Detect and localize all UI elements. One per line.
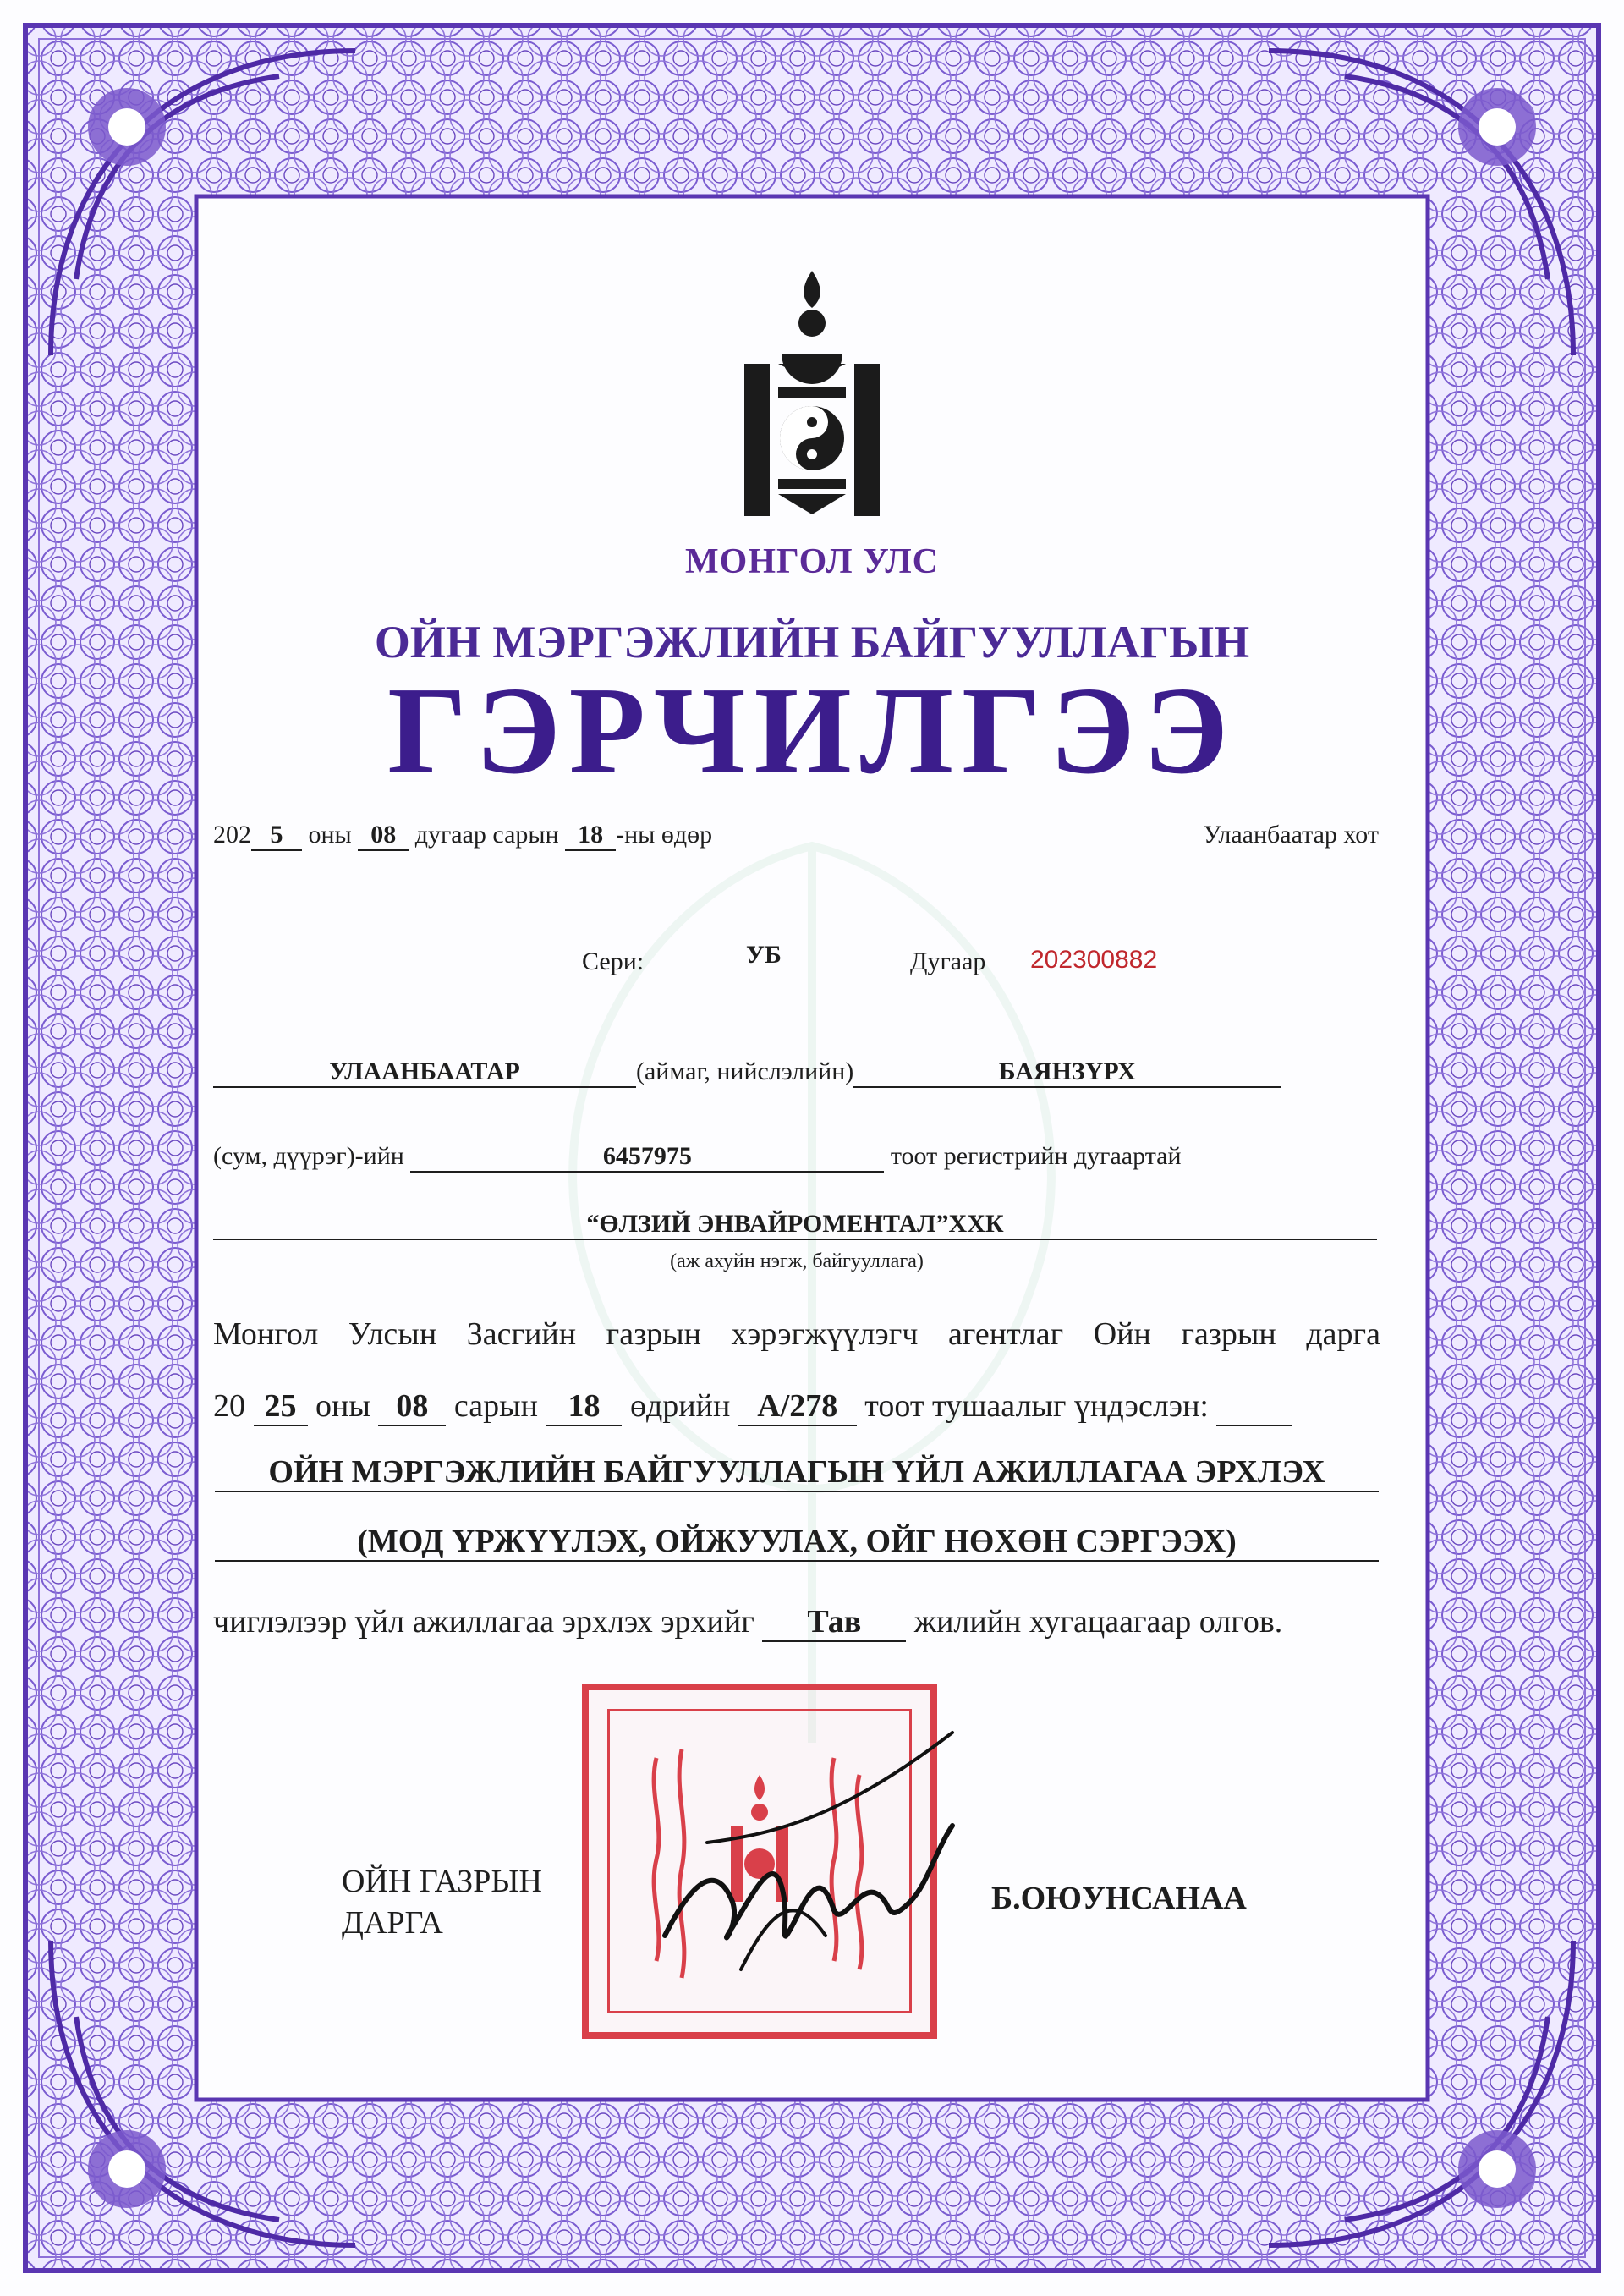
order-day-suffix: өдрийн	[629, 1388, 731, 1424]
order-year-prefix: 20	[213, 1388, 245, 1424]
grant-suffix: жилийн хугацаагаар олгов.	[914, 1604, 1283, 1640]
order-day: 18	[546, 1387, 622, 1426]
order-line	[213, 1387, 1292, 1426]
signer-name: Б.ОЮУНСАНАА	[991, 1881, 1247, 1916]
series-value: УБ	[746, 941, 782, 969]
register-line	[213, 1142, 1380, 1173]
grant-term: Тав	[762, 1603, 906, 1642]
serial-number: 202300882	[1030, 946, 1158, 974]
order-year: 25	[254, 1387, 308, 1426]
signer-position-line-2: ДАРГА	[342, 1905, 443, 1942]
district-value: БАЯНЗҮРХ	[853, 1057, 1281, 1088]
number-label: Дугаар	[910, 948, 986, 975]
organization-caption: (аж ахуйн нэгж, байгууллага)	[670, 1250, 924, 1272]
order-trailing-blank	[1216, 1387, 1292, 1426]
issue-month: 08	[358, 821, 409, 851]
month-suffix: дугаар сарын	[414, 821, 559, 849]
signer-position-line-1: ОЙН ГАЗРЫН	[342, 1864, 542, 1899]
register-suffix: тоот регистрийн дугаартай	[890, 1142, 1182, 1170]
order-month-suffix: сарын	[453, 1388, 538, 1424]
certificate-subtitle: ОЙН МЭРГЭЖЛИЙН БАЙГУУЛЛАГЫН	[374, 617, 1250, 667]
official-stamp	[582, 1684, 937, 2039]
aimag-line	[213, 1057, 1380, 1088]
issue-date-line	[213, 821, 712, 851]
country-heading: МОНГОЛ УЛС	[685, 542, 939, 581]
activity-line-2-text: (МОД ҮРЖҮҮЛЭХ, ОЙЖУУЛАХ, ОЙГ НӨХӨН СЭРГЭЭХ)	[215, 1523, 1379, 1562]
signer-position	[342, 1861, 542, 1945]
grant-prefix: чиглэлээр үйл ажиллагаа эрхлэх эрхийг	[213, 1604, 754, 1640]
aimag-value: УЛААНБААТАР	[213, 1057, 636, 1088]
register-number: 6457975	[410, 1142, 884, 1173]
signature-icon	[656, 1716, 961, 1995]
district-label: (сум, дүүрэг)-ийн	[213, 1142, 404, 1170]
year-suffix: оны	[308, 821, 352, 849]
activity-line-2	[213, 1523, 1380, 1562]
order-year-suffix: оны	[315, 1388, 370, 1424]
aimag-label: (аймаг, нийслэлийн)	[636, 1057, 854, 1085]
day-suffix: -ны өдөр	[616, 821, 713, 849]
activity-line-1-text: ОЙН МЭРГЭЖЛИЙН БАЙГУУЛЛАГЫН ҮЙЛ АЖИЛЛАГАА ЭРХЛЭХ	[215, 1453, 1379, 1492]
grant-line	[213, 1603, 1282, 1642]
order-suffix: тоот тушаалыг үндэслэн:	[864, 1388, 1209, 1424]
year-prefix: 202	[213, 821, 251, 849]
order-number: А/278	[738, 1387, 857, 1426]
agency-line: Монгол Улсын Засгийн газрын хэрэгжүүлэгч агентлаг Ойн газрын дарга	[213, 1316, 1380, 1352]
organization-line	[213, 1210, 1380, 1240]
organization-name: “ӨЛЗИЙ ЭНВАЙРОМЕНТАЛ”ХХК	[213, 1210, 1377, 1240]
year-digit: 5	[251, 821, 302, 851]
order-month: 08	[378, 1387, 446, 1426]
series-label: Сери:	[582, 948, 645, 975]
activity-line-1	[213, 1453, 1380, 1492]
certificate-title: ГЭРЧИЛГЭЭ	[387, 662, 1237, 800]
issue-city: Улаанбаатар хот	[1203, 821, 1379, 849]
issue-day: 18	[565, 821, 616, 851]
soyombo-emblem-icon	[729, 269, 895, 523]
